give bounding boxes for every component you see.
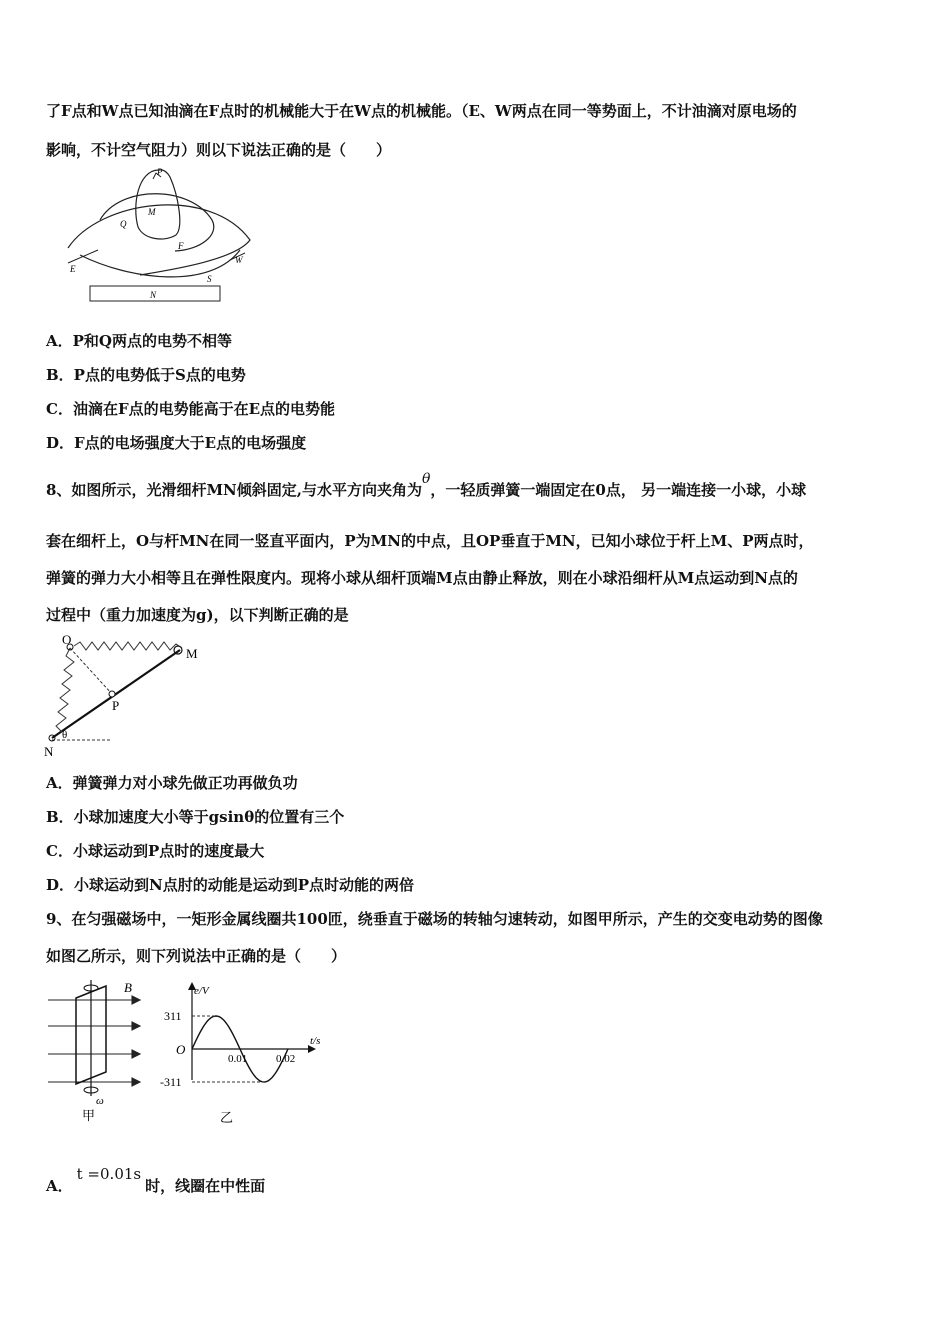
q9-coil-figure <box>44 978 154 1128</box>
q7-label-f: F <box>178 241 184 251</box>
q9-label-ymax: 311 <box>164 1009 182 1023</box>
q8-line1-end: ，一轻质弹簧一端固定在0点， 另一端连接一小球，小球 <box>430 481 807 499</box>
q8-option-d: D．小球运动到N点肘的动能是运动到P点时动能的两倍 <box>46 876 415 894</box>
q9-option-a-prefix: A． <box>46 1177 73 1195</box>
q9-text-line2: 如图乙所示，则下列说法中正确的是（ ） <box>46 947 347 965</box>
q8-text-line3: 弹簧的弹力大小相等且在弹性限度内。现将小球从细杆顶端M点由静止释放，则在小球沿细杆从M点运动到N点的 <box>46 569 798 587</box>
q7-label-m: M <box>148 207 156 217</box>
q9-label-ymin: -311 <box>160 1075 182 1089</box>
q7-option-d: D．F点的电场强度大于E点的电场强度 <box>46 434 307 452</box>
q9-text-line1: 9、在匀强磁场中，一矩形金属线圈共100匝，绕垂直于磁场的转轴匀速转动，如图甲所示，产生的交变电动势的图像 <box>46 910 823 928</box>
q7-label-e: E <box>70 264 76 274</box>
q7-field-figure <box>60 165 260 305</box>
q8-option-c: C．小球运动到P点时的速度最大 <box>46 842 265 860</box>
q8-label-n: N <box>44 744 54 759</box>
q9-option-a-math: t =0.01s <box>76 1165 142 1183</box>
q7-option-a: A．P和Q两点的电势不相等 <box>46 332 232 350</box>
q8-option-b: B．小球加速度大小等于gsinθ的位置有三个 <box>46 808 345 826</box>
q7-text-line2: 影响，不计空气阻力）则以下说法正确的是（ ） <box>46 141 392 159</box>
q9-label-jia: 甲 <box>82 1108 96 1123</box>
q8-label-m: M <box>186 646 198 661</box>
q7-label-w: W <box>235 255 243 265</box>
q8-text-line4: 过程中（重力加速度为g)，以下判断正确的是 <box>46 606 349 624</box>
q8-rod-figure <box>40 630 220 760</box>
q7-option-c: C．油滴在F点的电势能高于在E点的电势能 <box>46 400 336 418</box>
q9-label-t1: 0.01 <box>228 1053 248 1065</box>
q9-label-xlabel: t/s <box>310 1035 321 1047</box>
q8-label-angle: θ <box>62 729 68 741</box>
q9-label-b: B <box>124 980 132 995</box>
q7-label-p: P <box>157 167 163 177</box>
q8-text-line1 <box>46 471 807 501</box>
q7-label-n: N <box>150 290 157 300</box>
q9-label-t2: 0.02 <box>276 1053 296 1065</box>
q9-label-origin: O <box>176 1042 186 1057</box>
q9-emf-graph <box>158 980 333 1130</box>
q8-option-a: A．弹簧弹力对小球先做正功再做负功 <box>46 774 298 792</box>
q7-label-q: Q <box>120 219 127 229</box>
q7-label-s: S <box>207 274 212 284</box>
q8-theta: θ <box>421 471 431 487</box>
q8-text-line2: 套在细杆上，O与杆MN在同一竖直平面内，P为MN的中点，且OP垂直于MN，已知小球位于杆上M、P两点时， <box>46 532 814 550</box>
q8-label-p: P <box>112 698 120 713</box>
q9-label-ylabel: e/V <box>194 985 209 997</box>
q9-label-omega: ω <box>96 1095 104 1107</box>
q9-label-yi: 乙 <box>220 1110 234 1125</box>
q9-option-a-suffix: 时，线圈在中性面 <box>145 1177 266 1195</box>
q7-text-line1: 了F点和W点已知油滴在F点时的机械能大于在W点的机械能。（E、W两点在同一等势面上，不计油滴对原电场的 <box>46 102 797 120</box>
q7-option-b: B．P点的电势低于S点的电势 <box>46 366 246 384</box>
q9-option-a <box>46 1165 266 1196</box>
q8-label-o: O <box>62 632 72 647</box>
q8-line1-start: 8、如图所示，光滑细杆MN倾斜固定,与水平方向夹角为 <box>46 481 422 499</box>
